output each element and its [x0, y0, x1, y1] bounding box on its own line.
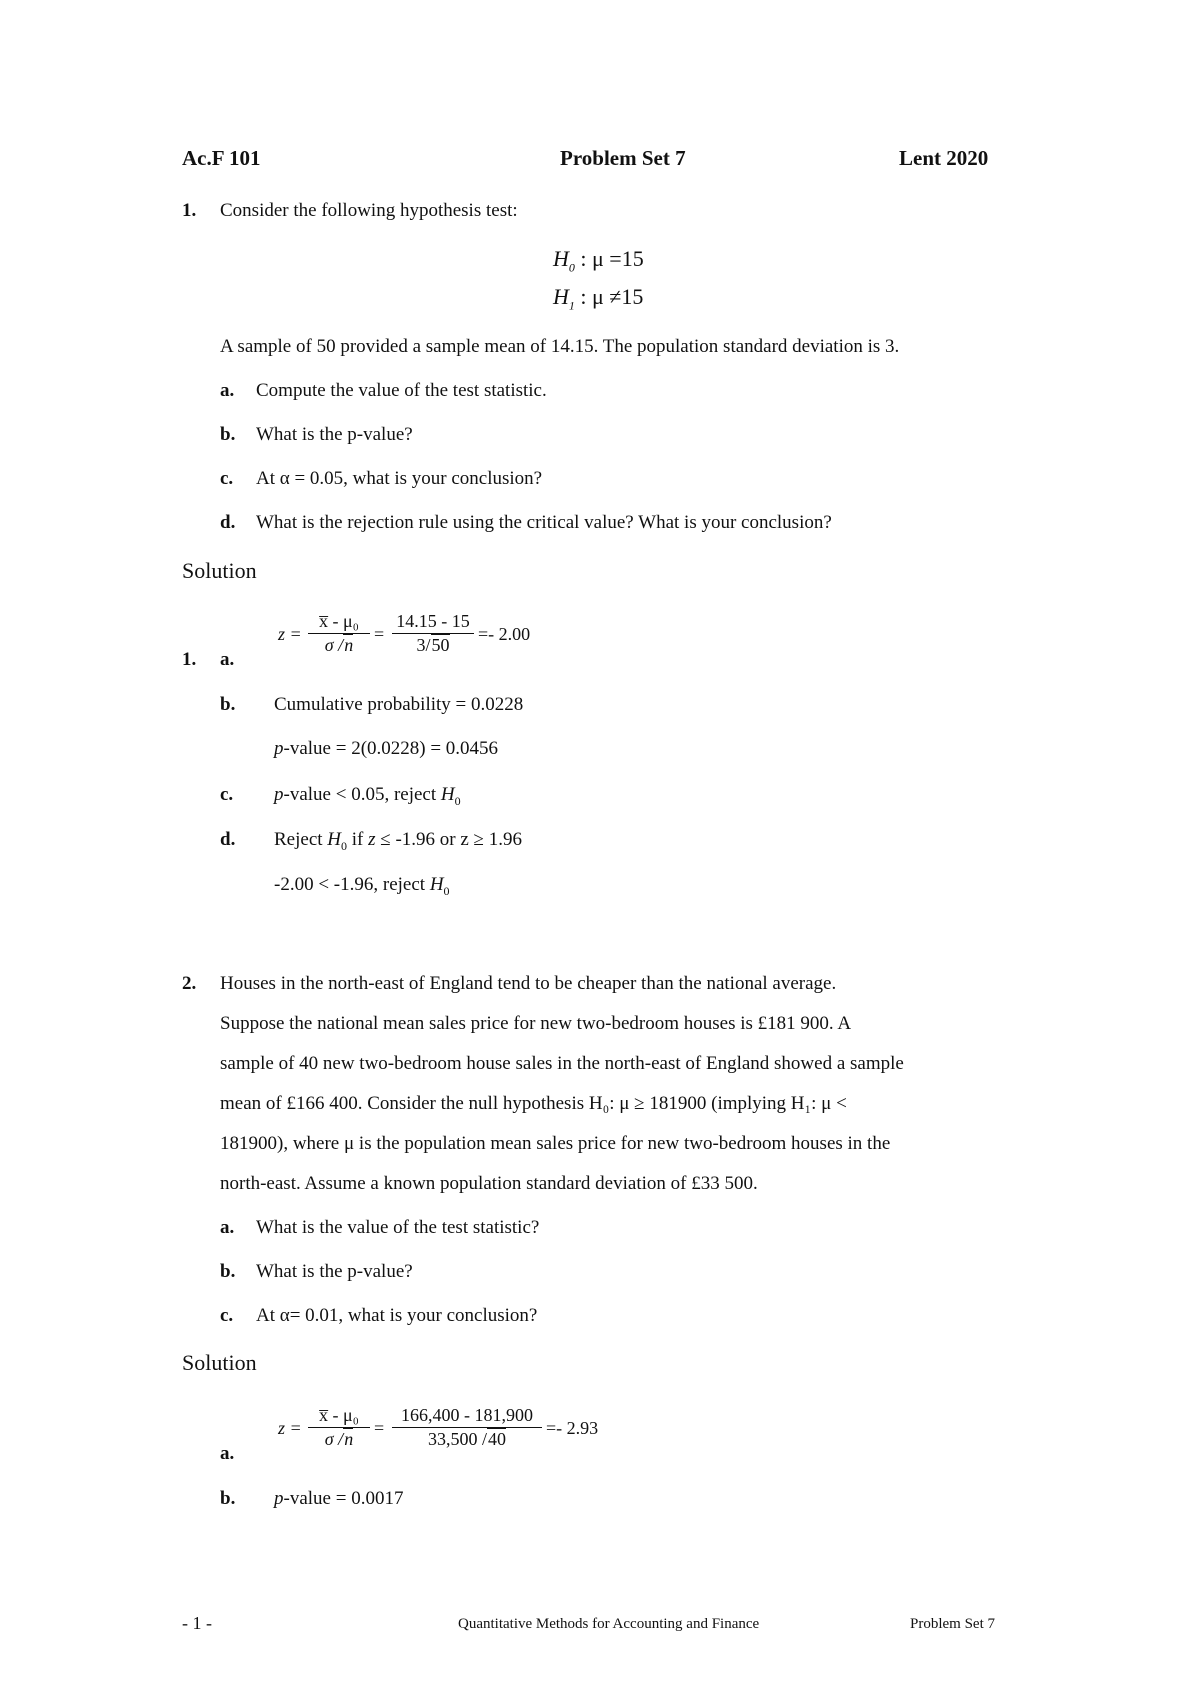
sol1-c-text: p-value < 0.05, reject $H_0$	[274, 784, 461, 808]
sol1-d-label: d.	[220, 829, 236, 850]
q1-number: 1.	[182, 200, 197, 221]
q2-part-c: At α= 0.01, what is your conclusion?	[256, 1305, 538, 1326]
sol1-equals: =	[374, 624, 385, 644]
sol1-numeric-fraction: $\frac{14.15 - 15}{3/50}$	[392, 611, 474, 656]
sol1-d-conclusion: -2.00 < -1.96, reject $H_0$	[274, 874, 450, 898]
q1-part-c-label: c.	[220, 468, 234, 489]
q1-part-b: What is the p-value?	[256, 424, 413, 445]
sol1-result: =- 2.00	[478, 624, 531, 644]
q1-part-a: Compute the value of the test statistic.	[256, 380, 547, 401]
q1-part-d: What is the rejection rule using the critical value? What is your conclusion?	[256, 512, 832, 533]
q2-part-c-label: c.	[220, 1305, 234, 1326]
footer-course-name: Quantitative Methods for Accounting and Finance	[458, 1616, 760, 1632]
page-number: - 1 -	[182, 1613, 212, 1633]
sol2-z-equals: z =	[278, 1418, 302, 1438]
q1-part-d-label: d.	[220, 512, 236, 533]
solution-2-heading: Solution	[182, 1350, 257, 1375]
sol1-d-rule: Reject $H_0$ if z ≤ -1.96 or z ≥ 1.96	[274, 829, 522, 853]
course-code: Ac.F 101	[182, 146, 261, 170]
q2-line-1: Houses in the north-east of England tend to be cheaper than the national average.	[220, 973, 837, 994]
q1-stem: A sample of 50 provided a sample mean of 14.15. The population standard deviation is 3.	[220, 336, 900, 357]
sol2-b-text: p-value = 0.0017	[274, 1488, 404, 1509]
q2-line-6: north-east. Assume a known population standard deviation of £33 500.	[220, 1173, 758, 1194]
q2-line-4: mean of £166 400. Consider the null hypothesis H₀: μ ≥ 181900 (implying H₁: μ <	[220, 1093, 847, 1114]
q2-line-2: Suppose the national mean sales price for new two-bedroom houses is £181 900. A	[220, 1013, 852, 1034]
q2-number: 2.	[182, 973, 197, 994]
q2-part-a-label: a.	[220, 1217, 235, 1238]
sol2-a-label: a.	[220, 1443, 235, 1464]
q1-alt-hypothesis: $H_1$ : μ ≠15	[553, 284, 644, 313]
q1-null-hypothesis: $H_0$ : μ =15	[553, 246, 644, 275]
sol1-z-equals: z =	[278, 624, 302, 644]
sol1-a-label: a.	[220, 649, 235, 670]
q2-line-3: sample of 40 new two-bedroom house sales in the north-east of England showed a sample	[220, 1053, 904, 1074]
term: Lent 2020	[899, 146, 989, 170]
sol1-b-label: b.	[220, 694, 236, 715]
sol2-z-formula-fraction: $\frac{\text{x̅ - μ₀}}{\sigma /n}$	[308, 1405, 370, 1450]
q2-part-b-label: b.	[220, 1261, 236, 1282]
solution-1-heading: Solution	[182, 558, 257, 583]
sol2-result: =- 2.93	[546, 1418, 599, 1438]
sol2-b-label: b.	[220, 1488, 236, 1509]
q1-part-c: At α = 0.05, what is your conclusion?	[256, 468, 543, 489]
footer-problem-set: Problem Set 7	[910, 1616, 995, 1632]
q1-intro: Consider the following hypothesis test:	[220, 200, 518, 221]
sol1-b-line1: Cumulative probability = 0.0228	[274, 694, 524, 715]
sol2-equals: =	[374, 1418, 385, 1438]
q2-part-b: What is the p-value?	[256, 1261, 413, 1282]
sol1-z-formula-fraction: $\frac{\text{x̅ - μ₀}}{\sigma /n}$	[308, 611, 370, 656]
sol1-c-label: c.	[220, 784, 234, 805]
q1-part-b-label: b.	[220, 424, 236, 445]
sol1-number: 1.	[182, 649, 197, 670]
q2-line-5: 181900), where μ is the population mean sales price for new two-bedroom houses in the	[220, 1133, 891, 1154]
q2-part-a: What is the value of the test statistic?	[256, 1217, 540, 1238]
sol2-numeric-fraction: $\frac{166,400 - 181,900}{33,500 /40}$	[392, 1405, 542, 1450]
page-title: Problem Set 7	[560, 146, 686, 170]
sol1-b-line2: p-value = 2(0.0228) = 0.0456	[274, 738, 499, 759]
q1-part-a-label: a.	[220, 380, 235, 401]
